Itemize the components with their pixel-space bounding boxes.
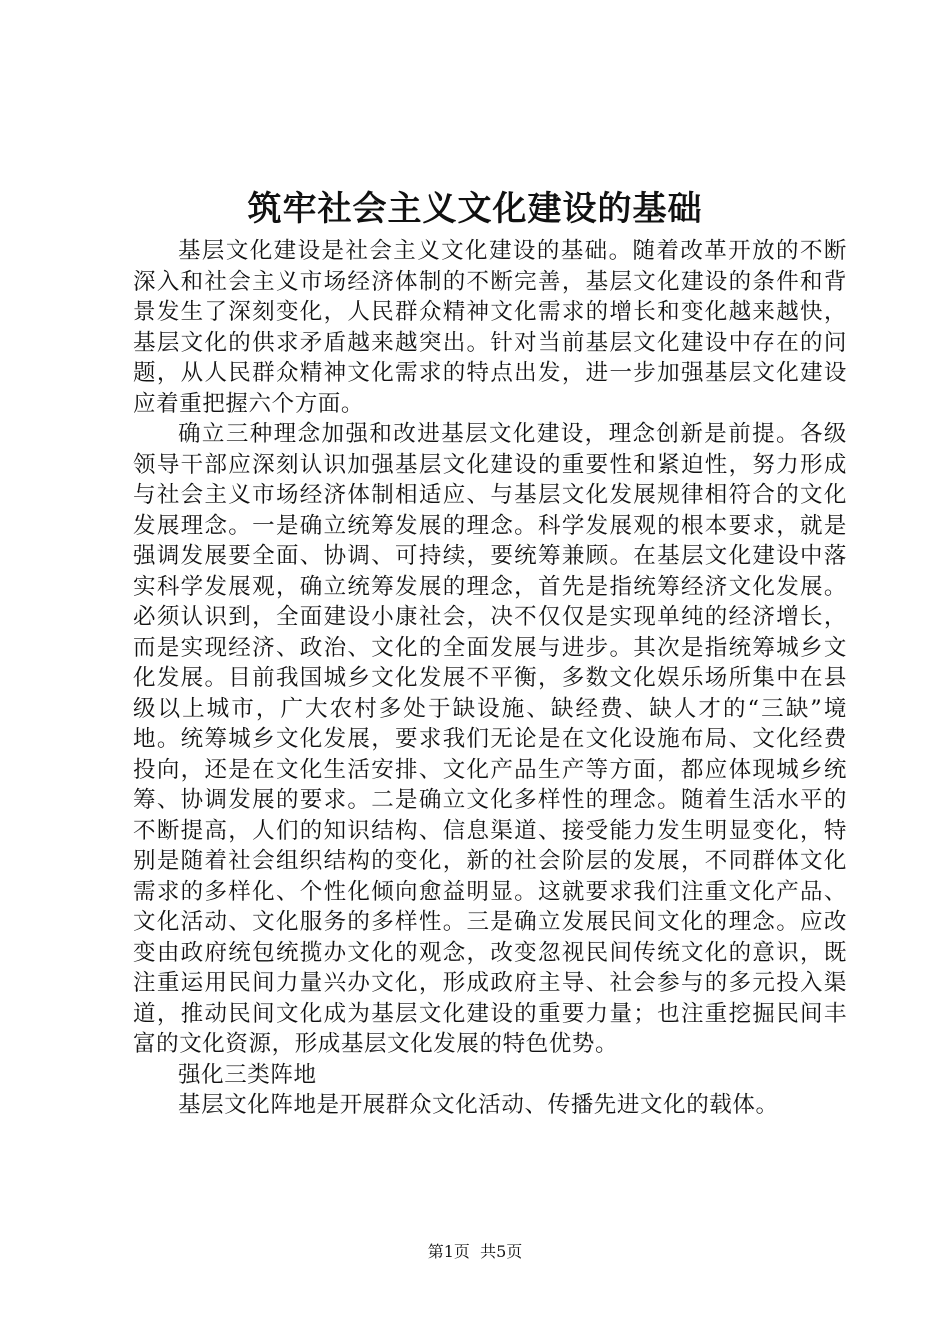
paragraph-cultural-positions: 基层文化阵地是开展群众文化活动、传播先进文化的载体。	[178, 1092, 779, 1118]
paragraph-intro: 基层文化建设是社会主义文化建设的基础。随着改革开放的不断深入和社会主义市场经济体制的不断完善，基层文化建设的条件和背景发生了深刻变化，人民群众精神文化需求的增长和变化越来越快，基层文化的供求矛盾越来越突出。针对当前基层文化建设中存在的问题，从人民群众精神文化需求的特点出发，进一步加强基层文化建设应着重把握六个方面。	[133, 238, 847, 417]
document-title: 筑牢社会主义文化建设的基础	[247, 189, 703, 229]
paragraph-three-concepts: 确立三种理念加强和改进基层文化建设，理念创新是前提。各级领导干部应深刻认识加强基层文化建设的重要性和紧迫性，努力形成与社会主义市场经济体制相适应、与基层文化发展规律相符合的文化发展理念。一是确立统筹发展的理念。科学发展观的根本要求，就是强调发展要全面、协调、可持续，要统筹兼顾。在基层文化建设中落实科学发展观，确立统筹发展的理念，首先是指统筹经济文化发展。必须认识到，全面建设小康社会，决不仅仅是实现单纯的经济增长，而是实现经济、政治、文化的全面发展与进步。其次是指统筹城乡文化发展。目前我国城乡文化发展不平衡，多数文化娱乐场所集中在县级以上城市，广大农村多处于缺设施、缺经费、缺人才的“三缺”境地。统筹城乡文化发展，要求我们无论是在文化设施布局、文化经费投向，还是在文化生活安排、文化产品生产等方面，都应体现城乡统筹、协调发展的要求。二是确立文化多样性的理念。随着生活水平的不断提高，人们的知识结构、信息渠道、接受能力发生明显变化，特别是随着社会组织结构的变化，新的社会阶层的发展，不同群体文化需求的多样化、个性化倾向愈益明显。这就要求我们注重文化产品、文化活动、文化服务的多样性。三是确立发展民间文化的理念。应改变由政府统包统揽办文化的观念，改变忽视民间传统文化的意识，既注重运用民间力量兴办文化，形成政府主导、社会参与的多元投入渠道，推动民间文化成为基层文化建设的重要力量；也注重挖掘民间丰富的文化资源，形成基层文化发展的特色优势。	[133, 421, 847, 1057]
page-number-label: 第1页 共5页	[427, 1242, 523, 1261]
section-heading: 强化三类阵地	[178, 1061, 317, 1088]
document-body	[133, 236, 847, 1121]
page-footer	[0, 1241, 950, 1263]
